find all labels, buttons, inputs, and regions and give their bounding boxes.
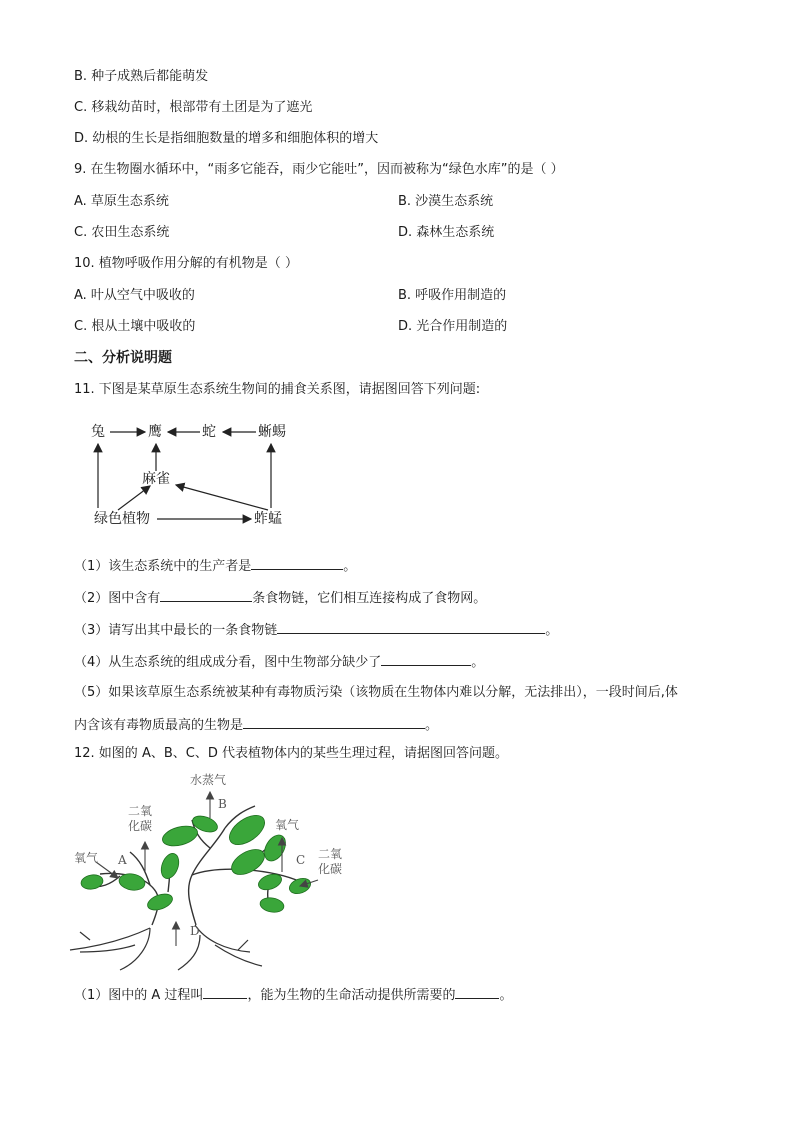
node-lizard: 蜥蜴 (258, 424, 286, 440)
label-oxygen-left: 氧气 (74, 851, 99, 865)
q9-option-b: B. 沙漠生态系统 (398, 194, 494, 209)
q11-sub2-end: 条食物链，它们相互连接构成了食物网。 (252, 591, 487, 606)
q12-sub1 (74, 986, 512, 1004)
label-a: A (118, 853, 127, 867)
node-green-plant: 绿色植物 (94, 511, 150, 527)
label-c: C (296, 853, 306, 867)
q11-sub1-text: （1）该生态系统中的生产者是 (74, 559, 252, 574)
q10-stem: 10. 植物呼吸作用分解的有机物是（ ） (74, 256, 298, 271)
q12-sub1-blank-2[interactable] (455, 986, 499, 999)
q11-sub3-text: （3）请写出其中最长的一条食物链 (74, 623, 278, 638)
q11-sub5-line1: （5）如果该草原生态系统被某种有毒物质污染（该物质在生物体内难以分解，无法排出），一段时间后,体 (74, 685, 678, 700)
q10-option-a: A. 叶从空气中吸收的 (74, 288, 195, 303)
label-co2-right-1: 二氧 (318, 847, 343, 861)
q8-option-d: D. 幼根的生长是指细胞数量的增多和细胞体积的增大 (74, 131, 379, 146)
q11-sub1-end: 。 (343, 559, 357, 574)
q8-option-b: B. 种子成熟后都能萌发 (74, 69, 209, 84)
node-sparrow: 麻雀 (142, 471, 170, 487)
q12-sub1-blank-1[interactable] (203, 986, 247, 999)
node-rabbit: 兔 (91, 424, 105, 440)
q11-sub5-text: 内含该有毒物质最高的生物是 (74, 718, 244, 733)
label-d: D (190, 924, 200, 938)
q10-option-b: B. 呼吸作用制造的 (398, 288, 507, 303)
label-water-vapor: 水蒸气 (190, 773, 227, 787)
q11-sub3-end: 。 (545, 623, 559, 638)
node-eagle: 鹰 (148, 424, 162, 440)
label-co2-right-2: 化碳 (318, 862, 343, 876)
label-b: B (218, 797, 227, 811)
q9-option-a: A. 草原生态系统 (74, 194, 169, 209)
q8-option-c: C. 移栽幼苗时，根部带有土团是为了遮光 (74, 100, 313, 115)
label-oxygen-right: 氧气 (275, 818, 300, 832)
label-co2-top-2: 化碳 (128, 819, 153, 833)
q12-sub1-mid: ，能为生物的生命活动提供所需要的 (247, 988, 456, 1003)
q9-stem: 9. 在生物圈水循环中，“雨多它能吞，雨少它能吐”，因而被称为“绿色水库”的是（ ） (74, 162, 564, 177)
q12-stem: 12. 如图的 A、B、C、D 代表植物体内的某些生理过程，请据图回答问题。 (74, 746, 508, 761)
q9-option-c: C. 农田生态系统 (74, 225, 170, 240)
q11-sub5-end: 。 (425, 718, 439, 733)
node-grasshopper: 蚱蜢 (254, 511, 282, 527)
node-snake: 蛇 (202, 424, 216, 440)
q10-option-d: D. 光合作用制造的 (398, 319, 508, 334)
q9-option-d: D. 森林生态系统 (398, 225, 495, 240)
q12-sub1-text: （1）图中的 A 过程叫 (74, 988, 204, 1003)
q11-stem: 11. 下图是某草原生态系统生物间的捕食关系图，请据图回答下列问题: (74, 382, 481, 397)
q11-sub2-text: （2）图中含有 (74, 591, 161, 606)
label-co2-top-1: 二氧 (128, 804, 153, 818)
q11-sub4-end: 。 (471, 655, 485, 670)
q12-sub1-end: 。 (499, 988, 513, 1003)
section-heading: 二、分析说明题 (74, 350, 172, 366)
q10-option-c: C. 根从土壤中吸收的 (74, 319, 196, 334)
q11-sub4-text: （4）从生态系统的组成成分看，图中生物部分缺少了 (74, 655, 382, 670)
roots (70, 925, 262, 970)
